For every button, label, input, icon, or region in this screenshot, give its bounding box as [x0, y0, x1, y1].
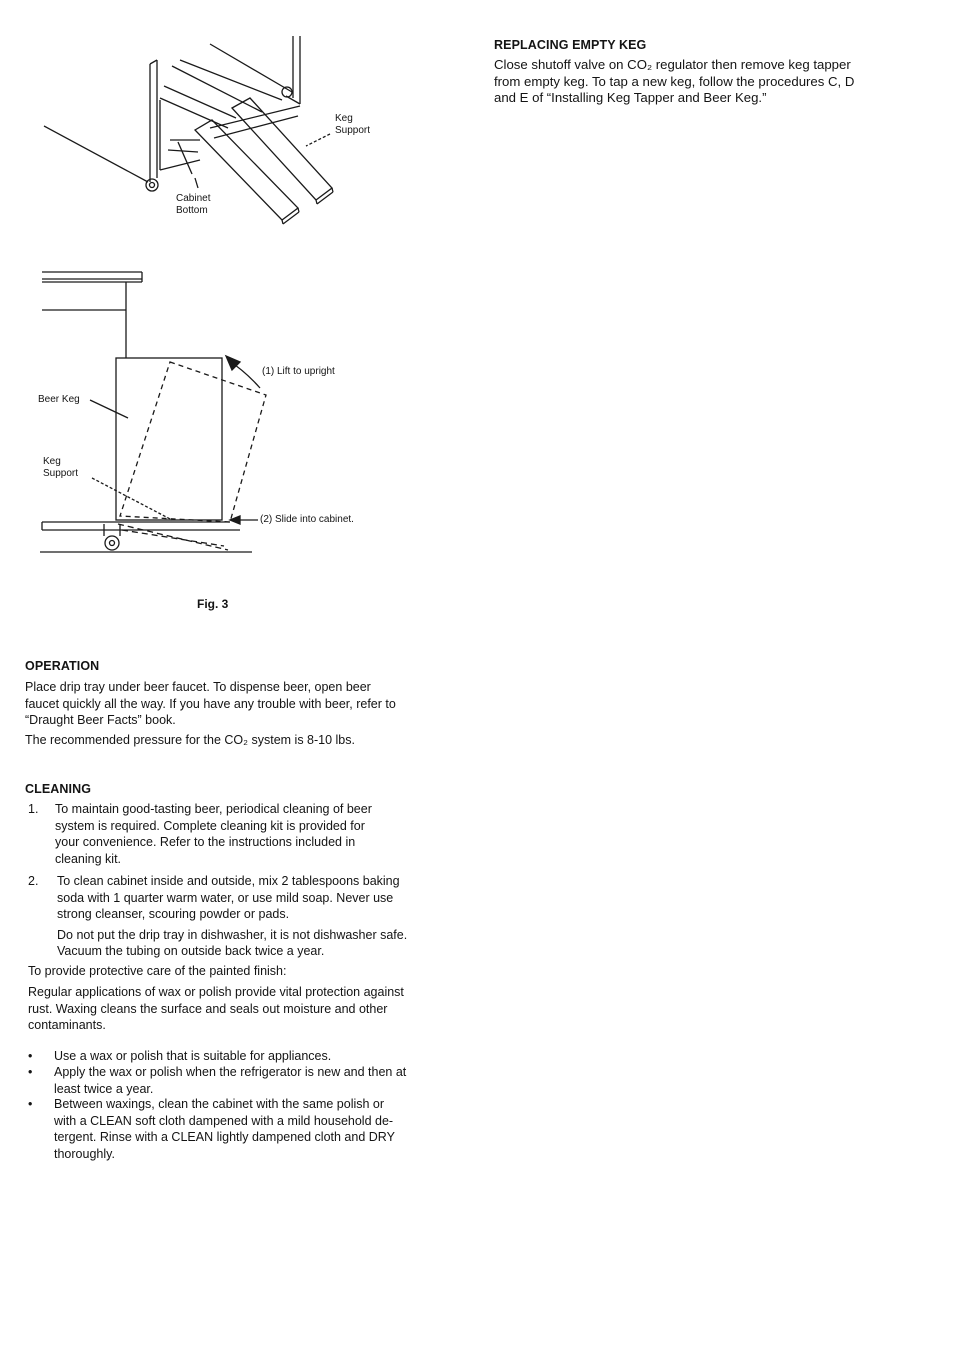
item-note: Do not put the drip tray in dishwasher, it is not dishwasher safe.: [57, 927, 408, 942]
operation-heading: OPERATION: [25, 659, 100, 673]
bullet-item: • Between waxings, clean the cabinet with the same polish or with a CLEAN soft cloth dampened with a mild household de- tergent. Rinse with a CLEAN lightly dampened cloth and DRY thoroughly.: [28, 1097, 395, 1161]
cleaning-item-2: [28, 873, 438, 963]
bullet-item: • Apply the wax or polish when the refrigerator is new and then at least twice a year.: [28, 1065, 407, 1096]
bullet-icon: •: [28, 1065, 33, 1079]
label-cabinet-bottom: Cabinet Bottom: [176, 193, 211, 216]
item-text: To clean cabinet inside and outside, mix 2 tablespoons baking soda with 1 quarter warm water, or use mild soap. Never use strong cleanser, scouring powder or pads. Do not put the drip tray in dishwasher, it is not dishwasher safe. Vacuum the tubing on outside back twice a year.: [57, 874, 408, 958]
wax-paragraph: Regular applications of wax or polish provide vital protection against rust. Waxing cleans the surface and seals out moisture and other contaminants.: [28, 985, 404, 1032]
item-text: To maintain good-tasting beer, periodical cleaning of beer system is required. Complete cleaning kit is provided for your convenience. Refer to the instructions included in cleaning kit.: [55, 802, 372, 866]
operation-pressure-line: The recommended pressure for the CO₂ system is 8-10 lbs.: [25, 733, 355, 747]
item-note: Vacuum the tubing on outside back twice a year.: [57, 944, 325, 958]
label-lift-to-upright: (1) Lift to upright: [262, 366, 335, 377]
replacing-heading: REPLACING EMPTY KEG: [494, 38, 647, 52]
item-number: 2.: [28, 874, 39, 888]
bullet-icon: •: [28, 1049, 33, 1063]
cleaning-heading: CLEANING: [25, 782, 92, 796]
label-beer-keg: Beer Keg: [38, 394, 80, 405]
label-keg-support-top: Keg Support: [335, 113, 371, 136]
label-slide-into-cabinet: (2) Slide into cabinet.: [260, 514, 354, 525]
operation-paragraph: Place drip tray under beer faucet. To dispense beer, open beer faucet quickly all the way. If you have any trouble with beer, refer to “Draught Beer Facts” book.: [25, 680, 396, 727]
bullet-item: • Use a wax or polish that is suitable for appliances.: [28, 1049, 332, 1063]
label-keg-support-bottom: Keg Support: [43, 456, 79, 479]
finish-intro: To provide protective care of the painted finish:: [28, 964, 287, 978]
replacing-paragraph: Close shutoff valve on CO₂ regulator then remove keg tapper from empty keg. To tap a new keg, follow the procedures C, D and E of “Installing Keg Tapper and Beer Keg.”: [494, 57, 855, 105]
figure-caption: Fig. 3: [197, 597, 229, 611]
bullet-icon: •: [28, 1097, 33, 1111]
item-number: 1.: [28, 802, 39, 816]
cleaning-item-1: [28, 801, 438, 871]
